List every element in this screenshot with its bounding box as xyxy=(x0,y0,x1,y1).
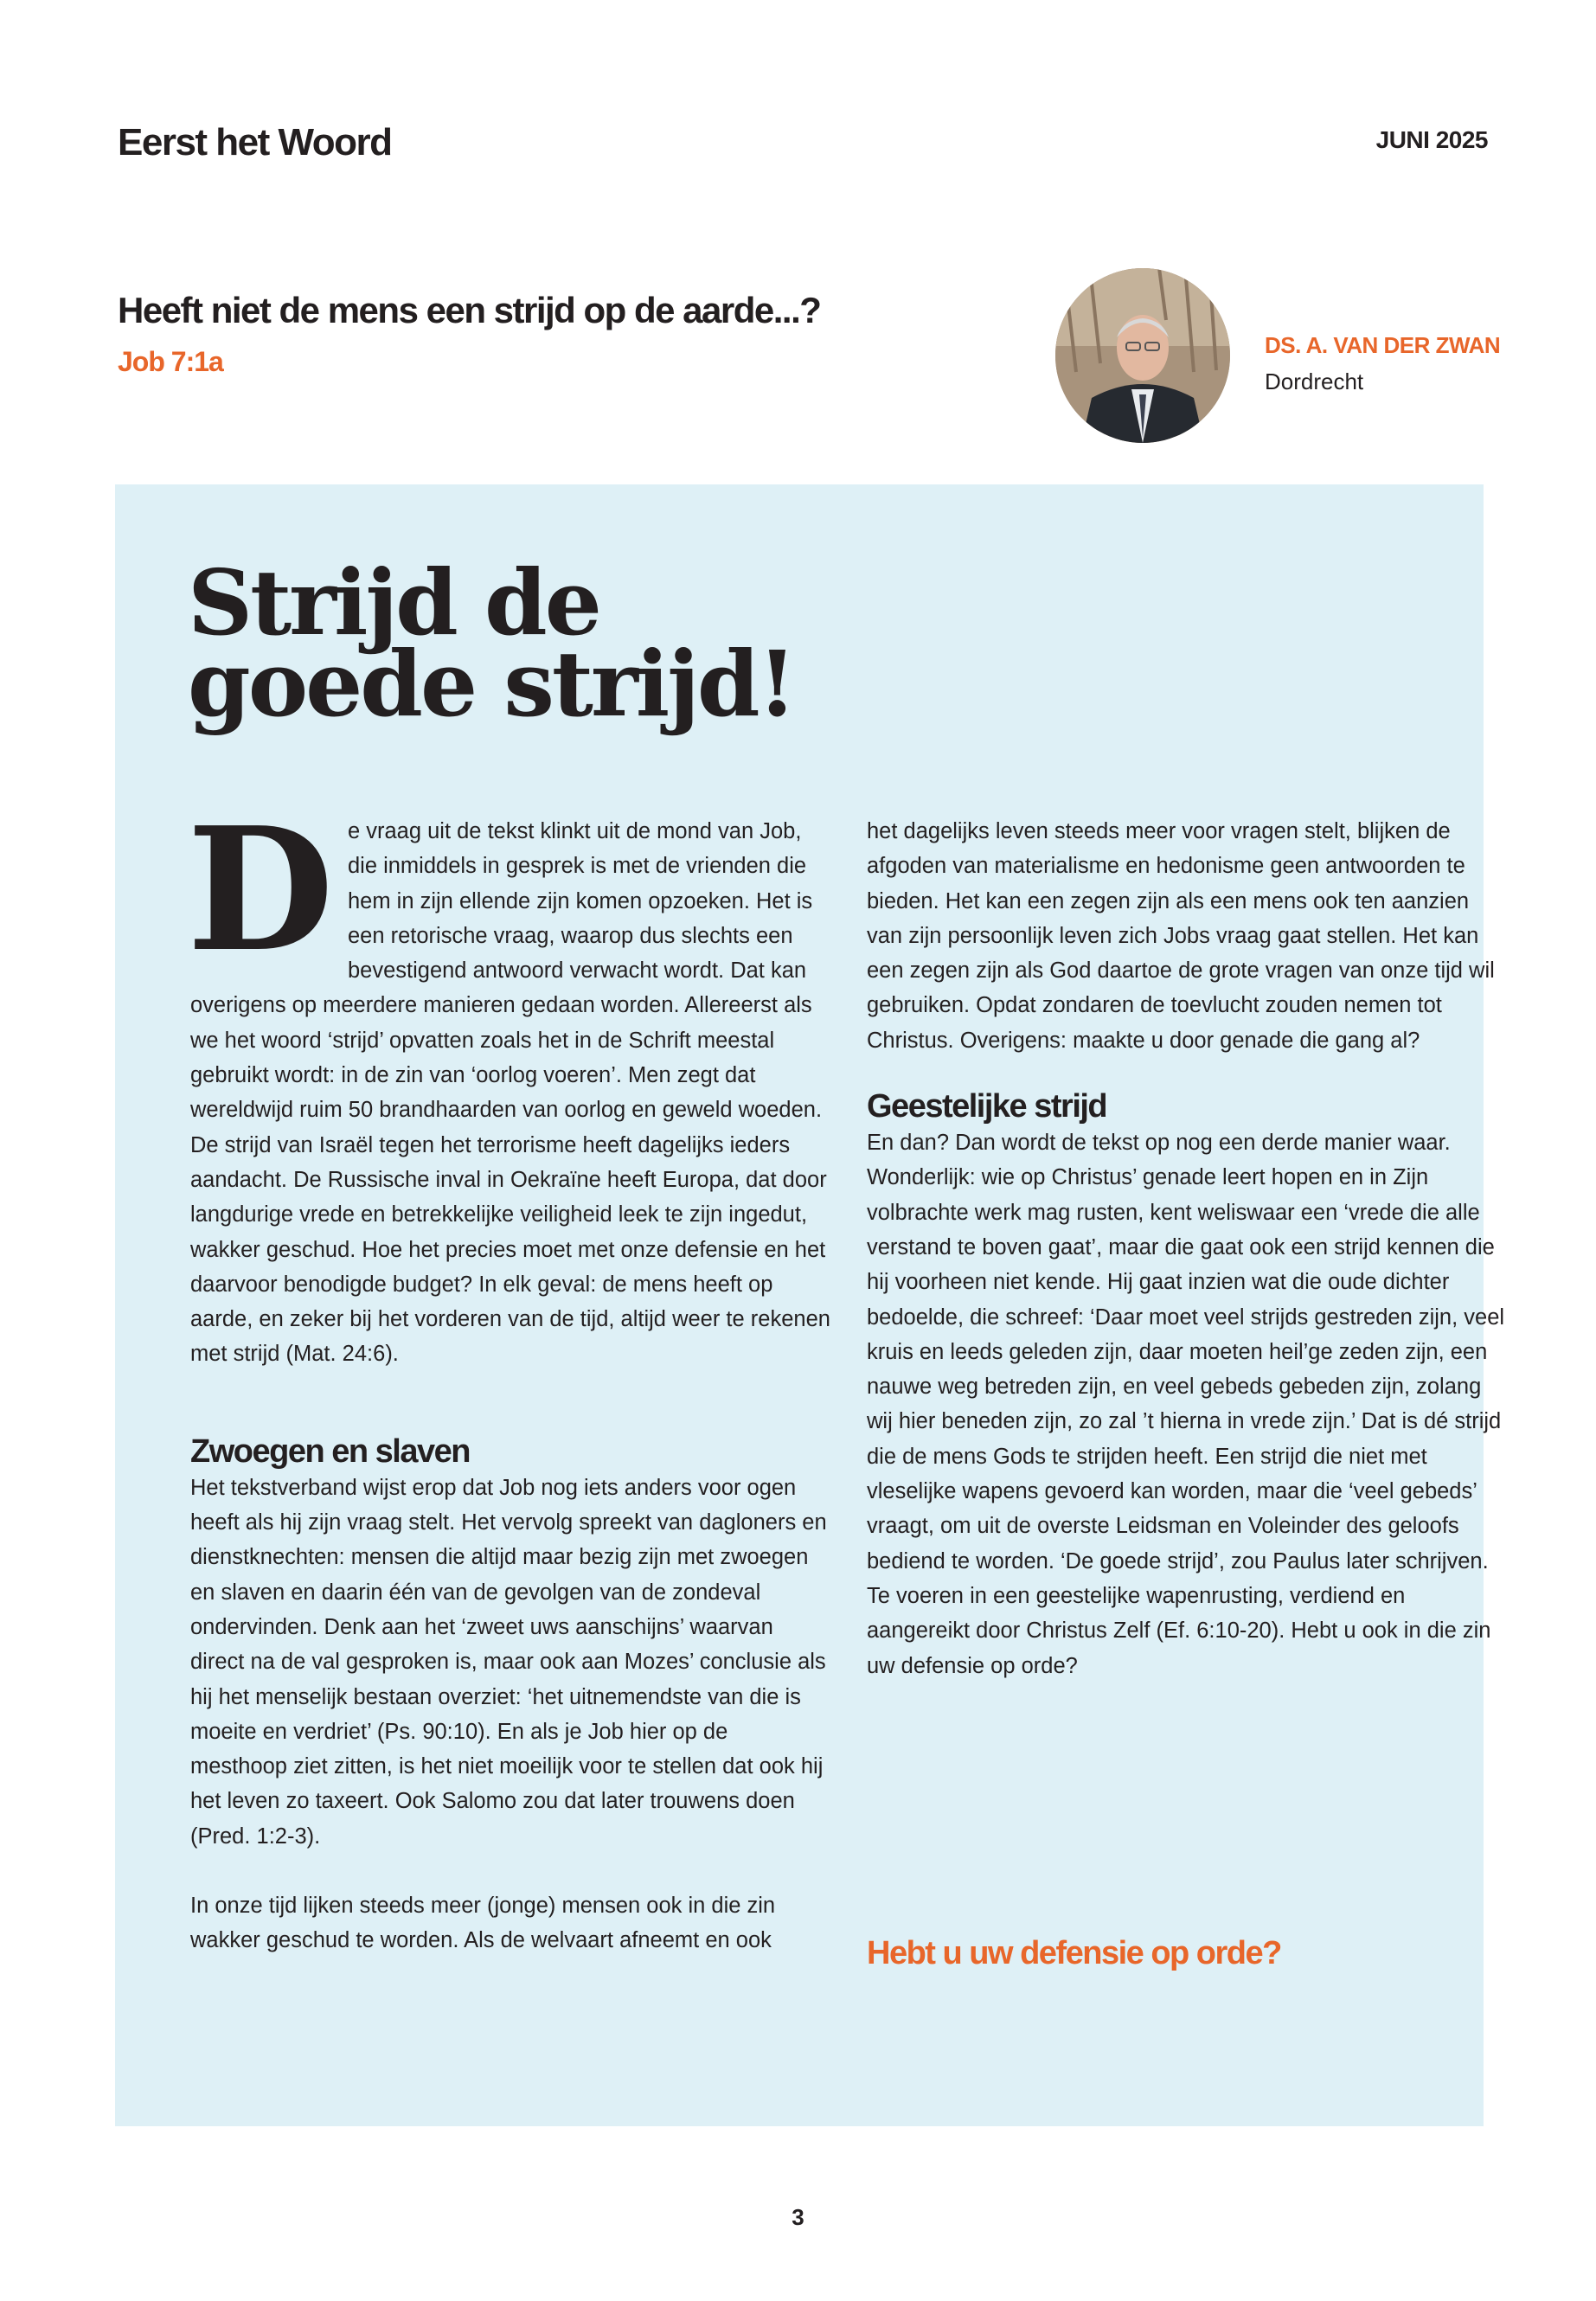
article-paragraph: Te voeren in een geestelijke wapenrusting, verdiend en aangereikt door Christus Zelf (Ef. 6:10-20). Hebt u ook in die zin uw defensie op orde? xyxy=(867,1583,1491,1678)
article-paragraph: En dan? Dan wordt de tekst op nog een derde manier waar. Wonderlijk: wie op Christus’ genade leert hopen en in Zijn volbrachte werk mag rusten, kent weliswaar een ‘vrede die alle verstand te boven gaat’, maar die gaat ook een strijd kennen die hij voorheen niet kende. Hij gaat inzien wat die oude dichter bedoelde, die schreef: ‘Daar moet veel strijds gestreden zijn, veel kruis en leeds geleden zijn, daar moeten heil’ge zeden zijn, een nauwe weg betreden zijn, en veel gebeds gebeden zijn, zolang wij hier beneden zijn, zo zal ’t hierna in vrede zijn.’ Dat is dé strijd die de mens Gods te strijden heeft. Een strijd die niet met vleselijke wapens gevoerd kan worden, maar die ‘veel gebeds’ vraagt, om uit de overste Leidsman en Voleinder des geloofs bediend te worden. ‘De goede strijd’, zou Paulus later schrijven. xyxy=(867,1131,1505,1574)
subheading: Zwoegen en slaven xyxy=(190,1433,470,1470)
running-title: Eerst het Woord xyxy=(118,121,392,163)
article-column-left xyxy=(187,791,830,1958)
author-portrait-image xyxy=(1055,268,1230,443)
author-name: DS. A. VAN DER ZWAN xyxy=(1265,332,1501,358)
issue-date: JUNI 2025 xyxy=(1375,126,1488,153)
closing-question: Hebt u uw defensie op orde? xyxy=(867,1935,1281,1971)
headline-line-2: goede strijd! xyxy=(188,631,795,737)
author-place: Dordrecht xyxy=(1265,369,1364,394)
page-number: 3 xyxy=(792,2204,804,2230)
article-paragraph xyxy=(187,791,830,1372)
article-column-right xyxy=(867,814,1507,1683)
subheading: Geestelijke strijd xyxy=(867,1088,1107,1125)
article-paragraph: In onze tijd lijken steeds meer (jonge) mensen ook in die zin wakker geschud te worden. Als de welvaart afneemt en ook xyxy=(190,1894,776,1953)
paragraph-text: e vraag uit de tekst klinkt uit de mond van Job, die inmiddels in gesprek is met de vrienden die hem in zijn ellende zijn komen opzoeken. Het is een retorische vraag, waarop dus slechts een bevestigend antwoord verwacht wordt. Dat kan overigens op meerdere manieren gedaan worden. Allereerst als we het woord ‘strijd’ opvatten zoals het in de Schrift meestal gebruikt wordt: in de zin van ‘oorlog voeren’. Men zegt dat wereldwijd ruim 50 brandhaarden van oorlog en geweld woeden. De strijd van Israël tegen het terrorisme heeft dagelijks ieders aandacht. De Russische inval in Oekraïne heeft Europa, dat door langdurige vrede en betrekkelijke veiligheid leek te zijn ingedut, wakker geschud. Hoe het precies moet met onze defensie en het daarvoor benodigde budget? In elk geval: de mens heeft op aarde, en zeker bij het vorderen van de tijd, altijd weer te rekenen met strijd (Mat. 24:6). xyxy=(190,819,830,1367)
article-headline xyxy=(188,549,795,737)
scripture-reference: Job 7:1a xyxy=(118,346,223,377)
scripture-question: Heeft niet de mens een strijd op de aarde...? xyxy=(118,290,821,330)
headline-line-1: Strijd de xyxy=(188,549,599,656)
article-paragraph: Het tekstverband wijst erop dat Job nog iets anders voor ogen heeft als hij zijn vraag stelt. Het vervolg spreekt van dagloners en dienstknechten: mensen die altijd maar bezig zijn met zwoegen en slaven en daarin één van de gevolgen van de zondeval ondervinden. Denk aan het ‘zweet uws aanschijns’ waarvan direct na de val gesproken is, maar ook aan Mozes’ conclusie als hij het menselijk bestaan overziet: ‘het uitnemendste van die is moeite en verdriet’ (Ps. 90:10). En als je Job hier op de mesthoop ziet zitten, is het niet moeilijk voor te stellen dat ook hij het leven zo taxeert. Ook Salomo zou dat later trouwens doen (Pred. 1:2-3). xyxy=(190,1475,827,1849)
article-paragraph: het dagelijks leven steeds meer voor vragen stelt, blijken de afgoden van materialisme en hedonisme geen antwoorden te bieden. Het kan een zegen zijn als een mens ook ten aanzien van zijn persoonlijk leven zich Jobs vraag gaat stellen. Het kan een zegen zijn als God daartoe de grote vragen van onze tijd wil gebruiken. Opdat zondaren de toevlucht zouden nemen tot Christus. Overigens: maakte u door genade die gang al? xyxy=(867,819,1495,1053)
drop-cap: D xyxy=(187,791,334,990)
author-photo xyxy=(1055,268,1230,443)
